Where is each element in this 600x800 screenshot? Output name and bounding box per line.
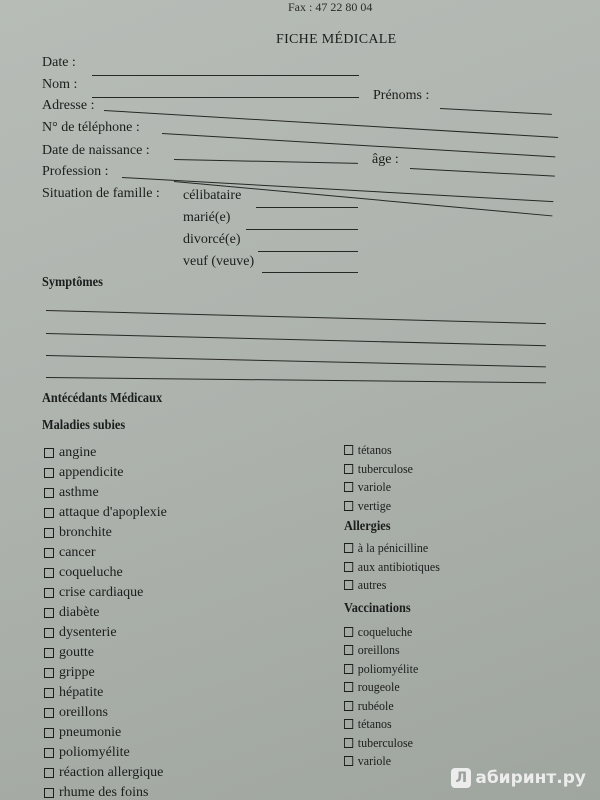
- checkbox-vacc-rubeole[interactable]: rubéole: [344, 697, 440, 716]
- checkbox-vacc-tuberculose[interactable]: tuberculose: [344, 734, 440, 753]
- checkbox-icon[interactable]: [44, 748, 54, 758]
- prenoms-label: Prénoms :: [373, 88, 430, 103]
- symptomes-line-3[interactable]: [46, 355, 546, 367]
- labirint-logo-icon: Л: [451, 768, 471, 788]
- checkbox-hepatite[interactable]: hépatite: [44, 683, 167, 703]
- checkbox-icon[interactable]: [344, 682, 353, 692]
- age-label: âge :: [372, 152, 399, 167]
- checkbox-rhume-des-foins[interactable]: rhume des foins: [44, 783, 167, 800]
- checkbox-poliomyelite[interactable]: poliomyélite: [44, 743, 167, 763]
- adresse-label: Adresse :: [42, 98, 95, 113]
- form-title: FICHE MÉDICALE: [276, 32, 397, 47]
- checkbox-icon[interactable]: [344, 719, 353, 729]
- checkbox-variole[interactable]: variole: [344, 478, 440, 497]
- telephone-line[interactable]: [162, 133, 555, 157]
- celibataire-label: célibataire: [183, 188, 242, 203]
- checkbox-tetanos[interactable]: tétanos: [344, 441, 440, 460]
- checkbox-icon[interactable]: [44, 548, 54, 558]
- veuf-line[interactable]: [262, 272, 358, 273]
- checkbox-icon[interactable]: [44, 468, 54, 478]
- checkbox-icon[interactable]: [44, 648, 54, 658]
- naissance-label: Date de naissance :: [42, 143, 150, 158]
- checkbox-icon[interactable]: [344, 664, 353, 674]
- checkbox-autres[interactable]: autres: [344, 576, 440, 595]
- checkbox-icon[interactable]: [44, 788, 54, 798]
- date-label: Date :: [42, 55, 76, 70]
- labirint-watermark: [451, 768, 586, 788]
- maladies-heading: Maladies subies: [42, 418, 126, 433]
- telephone-label: N° de téléphone :: [42, 120, 140, 135]
- checkbox-vacc-poliomyelite[interactable]: poliomyélite: [344, 660, 440, 679]
- checkbox-reaction-allergique[interactable]: réaction allergique: [44, 763, 167, 783]
- checkbox-dysenterie[interactable]: dysenterie: [44, 623, 167, 643]
- checkbox-icon[interactable]: [44, 668, 54, 678]
- checkbox-icon[interactable]: [44, 628, 54, 638]
- checkbox-vertige[interactable]: vertige: [344, 497, 440, 516]
- situation-label: Situation de famille :: [42, 186, 160, 201]
- marie-label: marié(e): [183, 210, 231, 225]
- checkbox-vacc-oreillons[interactable]: oreillons: [344, 641, 440, 660]
- profession-label: Profession :: [42, 164, 109, 179]
- checkbox-antibiotiques[interactable]: aux antibiotiques: [344, 558, 440, 577]
- checkbox-icon[interactable]: [44, 508, 54, 518]
- date-line[interactable]: [92, 75, 359, 76]
- checkbox-vacc-coqueluche[interactable]: coqueluche: [344, 623, 440, 642]
- checkbox-icon[interactable]: [44, 588, 54, 598]
- symptomes-line-4[interactable]: [46, 377, 546, 383]
- checkbox-diabete[interactable]: diabète: [44, 603, 167, 623]
- divorce-label: divorcé(e): [183, 232, 241, 247]
- checkbox-vacc-variole[interactable]: variole: [344, 752, 440, 771]
- vaccinations-heading: Vaccinations: [344, 600, 411, 616]
- divorce-line[interactable]: [258, 251, 358, 252]
- checkbox-icon[interactable]: [344, 501, 353, 511]
- checkbox-icon[interactable]: [344, 738, 353, 748]
- checkbox-icon[interactable]: [44, 568, 54, 578]
- checkbox-icon[interactable]: [44, 448, 54, 458]
- checkbox-icon[interactable]: [44, 608, 54, 618]
- checkbox-icon[interactable]: [344, 627, 353, 637]
- antecedents-heading: Antécédants Médicaux: [42, 391, 163, 406]
- checkbox-appendicite[interactable]: appendicite: [44, 463, 167, 483]
- right-column: [344, 441, 448, 771]
- naissance-line[interactable]: [174, 159, 358, 164]
- marie-line[interactable]: [246, 229, 358, 230]
- checkbox-icon[interactable]: [344, 645, 353, 655]
- checkbox-grippe[interactable]: grippe: [44, 663, 167, 683]
- prenoms-line[interactable]: [440, 108, 552, 115]
- checkbox-icon[interactable]: [344, 756, 353, 766]
- symptomes-line-2[interactable]: [46, 333, 546, 346]
- checkbox-icon[interactable]: [44, 728, 54, 738]
- checkbox-vacc-rougeole[interactable]: rougeole: [344, 678, 440, 697]
- watermark-text: абиринт.ру: [475, 768, 586, 788]
- checkbox-icon[interactable]: [344, 701, 353, 711]
- checkbox-icon[interactable]: [344, 562, 353, 572]
- age-line[interactable]: [410, 168, 555, 177]
- veuf-label: veuf (veuve): [183, 254, 255, 269]
- fax-number: Fax : 47 22 80 04: [288, 0, 373, 14]
- checkbox-bronchite[interactable]: bronchite: [44, 523, 167, 543]
- checkbox-icon[interactable]: [44, 688, 54, 698]
- checkbox-icon[interactable]: [44, 768, 54, 778]
- checkbox-asthme[interactable]: asthme: [44, 483, 167, 503]
- symptomes-heading: Symptômes: [42, 275, 103, 290]
- checkbox-icon[interactable]: [344, 580, 353, 590]
- checkbox-icon[interactable]: [44, 708, 54, 718]
- nom-line[interactable]: [92, 97, 359, 98]
- checkbox-angine[interactable]: angine: [44, 443, 167, 463]
- checkbox-penicilline[interactable]: à la pénicilline: [344, 539, 440, 558]
- checkbox-apoplexie[interactable]: attaque d'apoplexie: [44, 503, 167, 523]
- checkbox-tuberculose[interactable]: tuberculose: [344, 460, 440, 479]
- allergies-heading: Allergies: [344, 519, 391, 534]
- checkbox-pneumonie[interactable]: pneumonie: [44, 723, 167, 743]
- checkbox-crise-cardiaque[interactable]: crise cardiaque: [44, 583, 167, 603]
- celibataire-line[interactable]: [256, 207, 358, 208]
- checkbox-cancer[interactable]: cancer: [44, 543, 167, 563]
- checkbox-icon[interactable]: [44, 528, 54, 538]
- checkbox-icon[interactable]: [344, 464, 353, 474]
- symptomes-line-1[interactable]: [46, 310, 546, 324]
- checkbox-oreillons[interactable]: oreillons: [44, 703, 167, 723]
- checkbox-icon[interactable]: [44, 488, 54, 498]
- checkbox-vacc-tetanos[interactable]: tétanos: [344, 715, 440, 734]
- checkbox-goutte[interactable]: goutte: [44, 643, 167, 663]
- maladies-list: [44, 443, 167, 800]
- nom-label: Nom :: [42, 77, 78, 92]
- checkbox-icon[interactable]: [344, 543, 353, 553]
- checkbox-icon[interactable]: [344, 482, 353, 492]
- checkbox-icon[interactable]: [344, 445, 353, 455]
- checkbox-coqueluche[interactable]: coqueluche: [44, 563, 167, 583]
